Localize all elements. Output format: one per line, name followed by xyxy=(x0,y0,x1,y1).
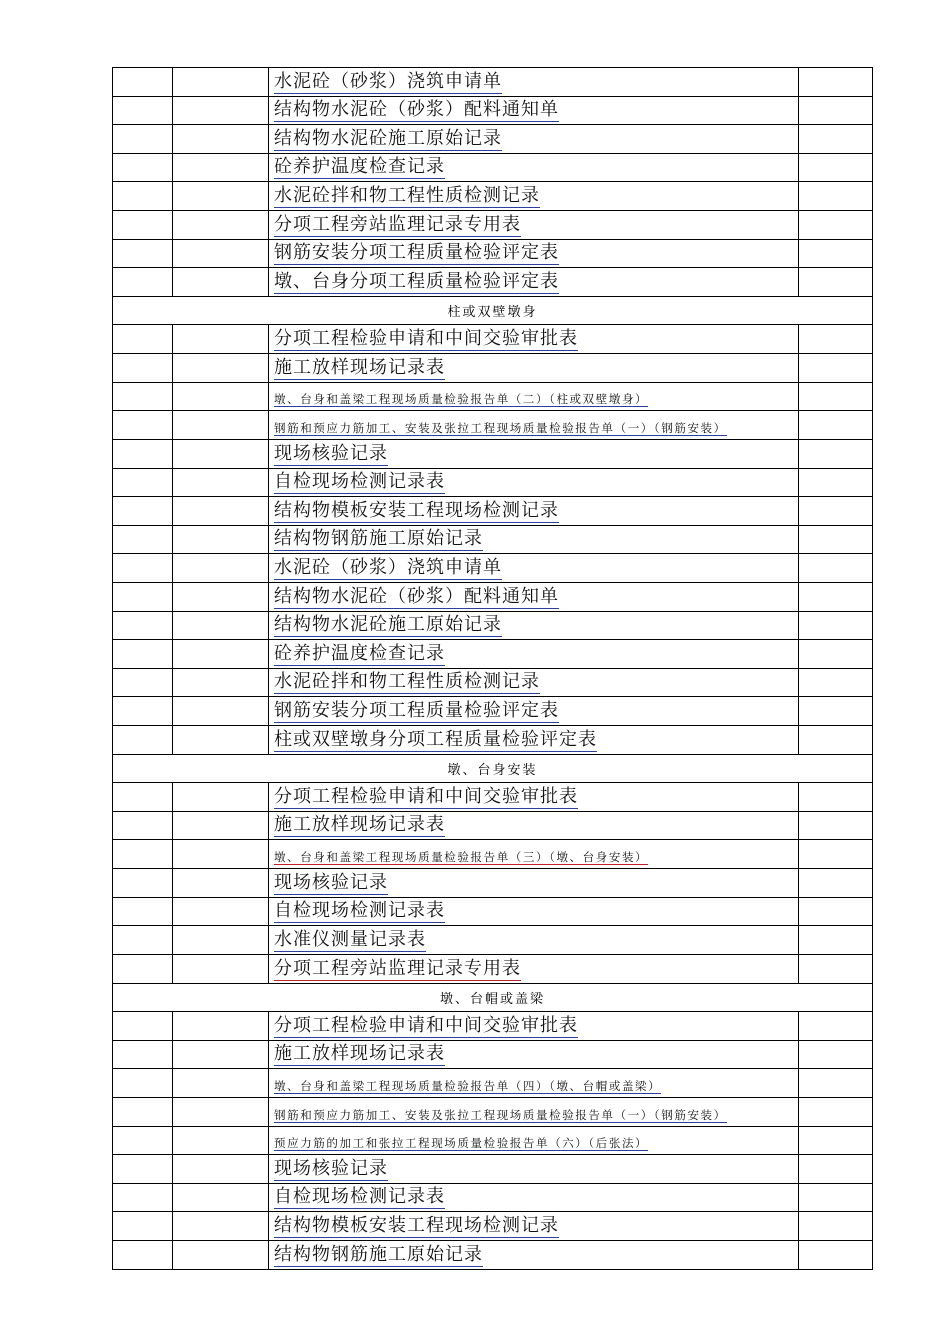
remark-cell xyxy=(799,669,873,697)
remark-cell xyxy=(799,182,873,210)
remark-cell xyxy=(799,411,873,439)
code-cell xyxy=(173,325,269,353)
document-name-cell xyxy=(269,612,799,640)
document-name-cell xyxy=(269,583,799,611)
remark-cell xyxy=(799,497,873,525)
index-cell xyxy=(113,1098,173,1126)
code-cell xyxy=(173,955,269,983)
document-link[interactable]: 分项工程旁站监理记录专用表 xyxy=(274,957,521,979)
code-cell xyxy=(173,440,269,468)
index-cell xyxy=(113,182,173,210)
remark-cell xyxy=(799,840,873,868)
code-cell xyxy=(173,182,269,210)
document-link[interactable]: 柱或双壁墩身分项工程质量检验评定表 xyxy=(274,728,597,750)
index-cell xyxy=(113,926,173,954)
code-cell xyxy=(173,125,269,153)
table-row xyxy=(113,554,873,583)
index-cell xyxy=(113,697,173,725)
document-link[interactable]: 分项工程检验申请和中间交验审批表 xyxy=(274,1014,578,1036)
code-cell xyxy=(173,1098,269,1126)
remark-cell xyxy=(799,1012,873,1040)
table-row xyxy=(113,182,873,211)
table-row xyxy=(113,268,873,297)
index-cell xyxy=(113,1012,173,1040)
remark-cell xyxy=(799,268,873,296)
index-cell xyxy=(113,211,173,239)
remark-cell xyxy=(799,354,873,382)
table-row xyxy=(113,1069,873,1098)
index-cell xyxy=(113,440,173,468)
remark-cell xyxy=(799,812,873,840)
document-name-cell xyxy=(269,182,799,210)
section-cell xyxy=(113,297,873,325)
document-link[interactable]: 结构物模板安装工程现场检测记录 xyxy=(274,1214,559,1236)
remark-cell xyxy=(799,1241,873,1269)
document-name-cell xyxy=(269,869,799,897)
document-name-cell xyxy=(269,211,799,239)
remark-cell xyxy=(799,1069,873,1097)
document-name-cell xyxy=(269,1127,799,1155)
code-cell xyxy=(173,411,269,439)
index-cell xyxy=(113,354,173,382)
table-row xyxy=(113,783,873,812)
document-name-cell xyxy=(269,68,799,96)
document-name-cell xyxy=(269,726,799,754)
document-name-cell xyxy=(269,640,799,668)
document-name-cell xyxy=(269,154,799,182)
code-cell xyxy=(173,1241,269,1269)
code-cell xyxy=(173,1127,269,1155)
index-cell xyxy=(113,612,173,640)
index-cell xyxy=(113,726,173,754)
section-header-row xyxy=(113,984,873,1013)
document-link[interactable]: 墩、台身和盖梁工程现场质量检验报告单（三）（墩、台身安装） xyxy=(274,850,649,865)
index-cell xyxy=(113,1241,173,1269)
code-cell xyxy=(173,1212,269,1240)
remark-cell xyxy=(799,926,873,954)
index-cell xyxy=(113,268,173,296)
code-cell xyxy=(173,1069,269,1097)
document-link[interactable]: 现场核验记录 xyxy=(274,1157,388,1179)
code-cell xyxy=(173,211,269,239)
document-link[interactable]: 施工放样现场记录表 xyxy=(274,356,445,378)
code-cell xyxy=(173,840,269,868)
table-row xyxy=(113,440,873,469)
index-cell xyxy=(113,411,173,439)
remark-cell xyxy=(799,1184,873,1212)
table-row xyxy=(113,1212,873,1241)
document-link[interactable]: 预应力筋的加工和张拉工程现场质量检验报告单（六）（后张法） xyxy=(274,1136,649,1151)
document-link[interactable]: 钢筋安装分项工程质量检验评定表 xyxy=(274,242,559,264)
document-name-cell xyxy=(269,240,799,268)
remark-cell xyxy=(799,440,873,468)
index-cell xyxy=(113,68,173,96)
section-cell xyxy=(113,755,873,783)
index-cell xyxy=(113,812,173,840)
document-link[interactable]: 墩、台身和盖梁工程现场质量检验报告单（四）（墩、台帽或盖梁） xyxy=(274,1078,662,1093)
remark-cell xyxy=(799,526,873,554)
document-link[interactable]: 结构物水泥砼施工原始记录 xyxy=(274,127,502,149)
table-row xyxy=(113,1241,873,1270)
document-link[interactable]: 砼养护温度检查记录 xyxy=(274,156,445,178)
remark-cell xyxy=(799,1098,873,1126)
table-row xyxy=(113,1184,873,1213)
index-cell xyxy=(113,1212,173,1240)
table-row xyxy=(113,669,873,698)
code-cell xyxy=(173,497,269,525)
document-name-cell xyxy=(269,840,799,868)
remark-cell xyxy=(799,125,873,153)
document-link[interactable]: 钢筋安装分项工程质量检验评定表 xyxy=(274,700,559,722)
table-row xyxy=(113,469,873,498)
table-row xyxy=(113,1127,873,1156)
document-name-cell xyxy=(269,526,799,554)
index-cell xyxy=(113,640,173,668)
table-row xyxy=(113,411,873,440)
index-cell xyxy=(113,469,173,497)
document-link[interactable]: 现场核验记录 xyxy=(274,442,388,464)
document-name-cell xyxy=(269,268,799,296)
document-link[interactable]: 自检现场检测记录表 xyxy=(274,471,445,493)
document-name-cell xyxy=(269,497,799,525)
document-name-cell xyxy=(269,1012,799,1040)
index-cell xyxy=(113,1127,173,1155)
index-cell xyxy=(113,898,173,926)
section-header-row xyxy=(113,755,873,784)
table-row xyxy=(113,898,873,927)
table-row xyxy=(113,125,873,154)
document-link[interactable]: 结构物水泥砼施工原始记录 xyxy=(274,614,502,636)
index-cell xyxy=(113,325,173,353)
remark-cell xyxy=(799,211,873,239)
table-row xyxy=(113,869,873,898)
document-name-cell xyxy=(269,411,799,439)
table-row xyxy=(113,583,873,612)
remark-cell xyxy=(799,869,873,897)
document-name-cell xyxy=(269,440,799,468)
remark-cell xyxy=(799,469,873,497)
table-row xyxy=(113,383,873,412)
section-header-row xyxy=(113,297,873,326)
code-cell xyxy=(173,1041,269,1069)
document-link[interactable]: 墩、台身分项工程质量检验评定表 xyxy=(274,270,559,292)
code-cell xyxy=(173,640,269,668)
document-link[interactable]: 水泥砼（砂浆）浇筑申请单 xyxy=(274,556,502,578)
document-link[interactable]: 水准仪测量记录表 xyxy=(274,928,426,950)
table-row xyxy=(113,240,873,269)
code-cell xyxy=(173,526,269,554)
document-link[interactable]: 砼养护温度检查记录 xyxy=(274,642,445,664)
remark-cell xyxy=(799,697,873,725)
document-link[interactable]: 墩、台身和盖梁工程现场质量检验报告单（二）（柱或双壁墩身） xyxy=(274,392,649,407)
remark-cell xyxy=(799,325,873,353)
document-link[interactable]: 水泥砼（砂浆）浇筑申请单 xyxy=(274,70,502,92)
remark-cell xyxy=(799,898,873,926)
code-cell xyxy=(173,1012,269,1040)
code-cell xyxy=(173,583,269,611)
remark-cell xyxy=(799,1155,873,1183)
document-link[interactable]: 施工放样现场记录表 xyxy=(274,814,445,836)
table-row xyxy=(113,211,873,240)
document-name-cell xyxy=(269,1241,799,1269)
document-checklist-table xyxy=(112,67,873,1270)
code-cell xyxy=(173,783,269,811)
document-name-cell xyxy=(269,1184,799,1212)
index-cell xyxy=(113,1184,173,1212)
code-cell xyxy=(173,97,269,125)
document-name-cell xyxy=(269,1155,799,1183)
remark-cell xyxy=(799,612,873,640)
remark-cell xyxy=(799,68,873,96)
code-cell xyxy=(173,812,269,840)
index-cell xyxy=(113,869,173,897)
table-row xyxy=(113,812,873,841)
document-link[interactable]: 结构物水泥砼（砂浆）配料通知单 xyxy=(274,99,559,121)
document-link[interactable]: 结构物钢筋施工原始记录 xyxy=(274,528,483,550)
section-title: 墩、台身安装 xyxy=(447,762,538,778)
code-cell xyxy=(173,669,269,697)
code-cell xyxy=(173,268,269,296)
code-cell xyxy=(173,898,269,926)
document-link[interactable]: 水泥砼拌和物工程性质检测记录 xyxy=(274,185,540,207)
index-cell xyxy=(113,554,173,582)
code-cell xyxy=(173,726,269,754)
remark-cell xyxy=(799,383,873,411)
remark-cell xyxy=(799,97,873,125)
section-title: 墩、台帽或盖梁 xyxy=(439,991,545,1007)
document-name-cell xyxy=(269,669,799,697)
document-name-cell xyxy=(269,1041,799,1069)
table-row xyxy=(113,840,873,869)
table-row xyxy=(113,68,873,97)
table-row xyxy=(113,926,873,955)
code-cell xyxy=(173,697,269,725)
index-cell xyxy=(113,669,173,697)
table-row xyxy=(113,325,873,354)
code-cell xyxy=(173,1184,269,1212)
code-cell xyxy=(173,240,269,268)
table-row xyxy=(113,526,873,555)
code-cell xyxy=(173,1155,269,1183)
remark-cell xyxy=(799,1127,873,1155)
index-cell xyxy=(113,955,173,983)
index-cell xyxy=(113,97,173,125)
document-name-cell xyxy=(269,783,799,811)
document-name-cell xyxy=(269,812,799,840)
index-cell xyxy=(113,840,173,868)
remark-cell xyxy=(799,1041,873,1069)
document-link[interactable]: 分项工程旁站监理记录专用表 xyxy=(274,213,521,235)
document-link[interactable]: 施工放样现场记录表 xyxy=(274,1043,445,1065)
document-link[interactable]: 钢筋和预应力筋加工、安装及张拉工程现场质量检验报告单（一）（钢筋安装） xyxy=(274,1107,727,1122)
document-name-cell xyxy=(269,325,799,353)
index-cell xyxy=(113,154,173,182)
document-link[interactable]: 自检现场检测记录表 xyxy=(274,1186,445,1208)
remark-cell xyxy=(799,1212,873,1240)
document-link[interactable]: 自检现场检测记录表 xyxy=(274,900,445,922)
index-cell xyxy=(113,497,173,525)
remark-cell xyxy=(799,583,873,611)
remark-cell xyxy=(799,783,873,811)
document-link[interactable]: 结构物模板安装工程现场检测记录 xyxy=(274,499,559,521)
code-cell xyxy=(173,383,269,411)
document-name-cell xyxy=(269,697,799,725)
code-cell xyxy=(173,554,269,582)
document-link[interactable]: 分项工程检验申请和中间交验审批表 xyxy=(274,328,578,350)
code-cell xyxy=(173,612,269,640)
document-name-cell xyxy=(269,469,799,497)
index-cell xyxy=(113,1069,173,1097)
table-row xyxy=(113,97,873,126)
index-cell xyxy=(113,1041,173,1069)
code-cell xyxy=(173,154,269,182)
code-cell xyxy=(173,354,269,382)
document-link[interactable]: 水泥砼拌和物工程性质检测记录 xyxy=(274,671,540,693)
code-cell xyxy=(173,68,269,96)
code-cell xyxy=(173,926,269,954)
table-row xyxy=(113,955,873,984)
table-row xyxy=(113,1155,873,1184)
document-name-cell xyxy=(269,955,799,983)
index-cell xyxy=(113,1155,173,1183)
document-name-cell xyxy=(269,125,799,153)
table-row xyxy=(113,1098,873,1127)
index-cell xyxy=(113,583,173,611)
table-row xyxy=(113,1012,873,1041)
document-name-cell xyxy=(269,554,799,582)
index-cell xyxy=(113,240,173,268)
table-row xyxy=(113,612,873,641)
table-row xyxy=(113,1041,873,1070)
table-row xyxy=(113,726,873,755)
remark-cell xyxy=(799,240,873,268)
document-name-cell xyxy=(269,383,799,411)
document-name-cell xyxy=(269,1069,799,1097)
index-cell xyxy=(113,383,173,411)
code-cell xyxy=(173,869,269,897)
table-row xyxy=(113,640,873,669)
document-link[interactable]: 结构物钢筋施工原始记录 xyxy=(274,1243,483,1265)
document-link[interactable]: 分项工程检验申请和中间交验审批表 xyxy=(274,785,578,807)
document-name-cell xyxy=(269,354,799,382)
index-cell xyxy=(113,125,173,153)
table-row xyxy=(113,354,873,383)
document-link[interactable]: 钢筋和预应力筋加工、安装及张拉工程现场质量检验报告单（一）（钢筋安装） xyxy=(274,420,727,435)
index-cell xyxy=(113,783,173,811)
document-name-cell xyxy=(269,1212,799,1240)
remark-cell xyxy=(799,726,873,754)
document-name-cell xyxy=(269,898,799,926)
remark-cell xyxy=(799,955,873,983)
section-title: 柱或双壁墩身 xyxy=(447,305,538,321)
section-cell xyxy=(113,984,873,1012)
remark-cell xyxy=(799,554,873,582)
document-link[interactable]: 现场核验记录 xyxy=(274,871,388,893)
document-link[interactable]: 结构物水泥砼（砂浆）配料通知单 xyxy=(274,585,559,607)
table-row xyxy=(113,497,873,526)
document-name-cell xyxy=(269,926,799,954)
table-row xyxy=(113,697,873,726)
document-name-cell xyxy=(269,97,799,125)
index-cell xyxy=(113,526,173,554)
remark-cell xyxy=(799,640,873,668)
remark-cell xyxy=(799,154,873,182)
code-cell xyxy=(173,469,269,497)
table-row xyxy=(113,154,873,183)
document-name-cell xyxy=(269,1098,799,1126)
